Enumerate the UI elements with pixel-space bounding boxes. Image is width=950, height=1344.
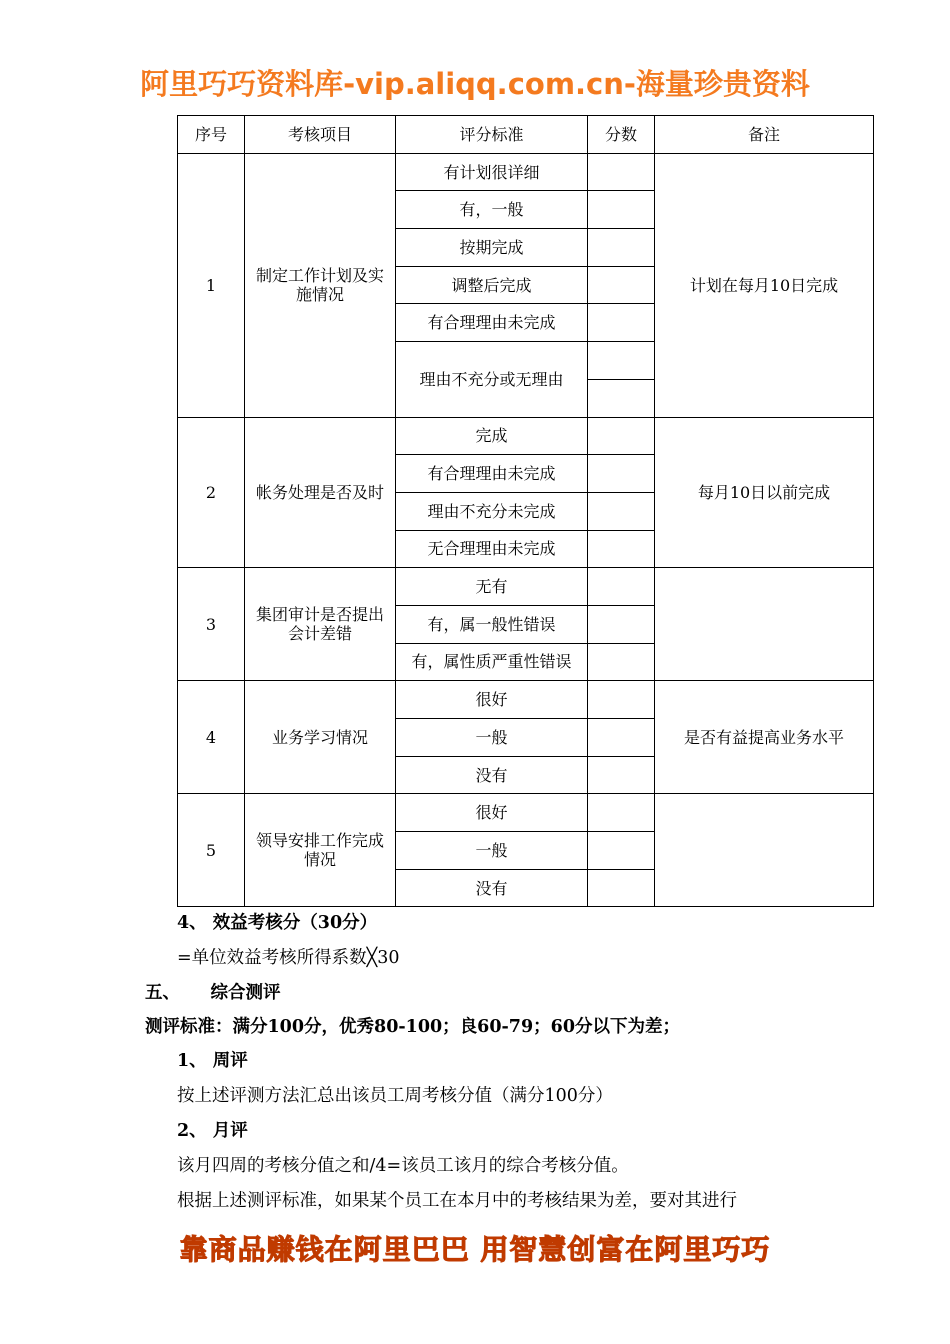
score-cell[interactable] [588,417,655,455]
criteria-cell: 有计划很详细 [396,153,588,191]
row-number: 2 [178,417,245,568]
criteria-cell: 有，属一般性错误 [396,605,588,643]
assessment-item: 制定工作计划及实施情况 [245,153,396,417]
closing-text: 根据上述测评标准，如果某个员工在本月中的考核结果为差，要对其进行 [177,1191,737,1211]
score-cell[interactable] [588,832,655,870]
table-row [178,681,874,719]
criteria-cell: 按期完成 [396,229,588,267]
score-cell[interactable] [588,342,655,380]
evaluation-standard: 测评标准：满分100分，优秀80-100；良60-79；60分以下为差； [145,1017,680,1037]
note-cell: 每月10日以前完成 [655,417,874,568]
score-cell[interactable] [588,530,655,568]
assessment-item: 领导安排工作完成情况 [245,794,396,907]
header-score: 分数 [588,116,655,154]
note-cell [655,568,874,681]
score-cell[interactable] [588,492,655,530]
score-cell[interactable] [588,304,655,342]
weekly-heading: 1、 周评 [177,1051,248,1071]
criteria-cell: 没有 [396,869,588,907]
assessment-table [177,115,874,907]
criteria-cell: 无合理理由未完成 [396,530,588,568]
table-row [178,568,874,606]
criteria-cell: 理由不充分未完成 [396,492,588,530]
row-number: 4 [178,681,245,794]
header-note: 备注 [655,116,874,154]
note-cell: 计划在每月10日完成 [655,153,874,417]
criteria-cell: 完成 [396,417,588,455]
row-number: 5 [178,794,245,907]
assessment-item: 业务学习情况 [245,681,396,794]
score-cell[interactable] [588,681,655,719]
score-cell[interactable] [588,191,655,229]
table-row [178,794,874,832]
criteria-cell: 没有 [396,756,588,794]
assessment-item: 集团审计是否提出会计差错 [245,568,396,681]
table-row [178,417,874,455]
criteria-cell: 很好 [396,794,588,832]
benefit-formula: =单位效益考核所得系数╳30 [177,948,400,968]
header-banner: 阿里巧巧资料库-vip.aliqq.com.cn-海量珍贵资料 [140,67,810,101]
score-cell[interactable] [588,756,655,794]
criteria-cell: 无有 [396,568,588,606]
monthly-heading: 2、 月评 [177,1121,248,1141]
assessment-item: 帐务处理是否及时 [245,417,396,568]
score-cell[interactable] [588,643,655,681]
table-row [178,153,874,191]
score-cell[interactable] [588,794,655,832]
score-cell[interactable] [588,153,655,191]
footer-banner: 靠商品赚钱在阿里巴巴 用智慧创富在阿里巧巧 [179,1233,771,1266]
row-number: 3 [178,568,245,681]
criteria-cell: 有，属性质严重性错误 [396,643,588,681]
section-heading-benefit: 4、 效益考核分（30分） [177,913,378,933]
criteria-cell: 很好 [396,681,588,719]
section-heading-evaluation: 五、 综合测评 [145,983,281,1003]
score-cell[interactable] [588,869,655,907]
table-header-row [178,116,874,154]
monthly-text: 该月四周的考核分值之和/4=该员工该月的综合考核分值。 [177,1156,629,1176]
criteria-cell: 理由不充分或无理由 [396,342,588,417]
score-cell[interactable] [588,605,655,643]
score-cell[interactable] [588,719,655,757]
header-no: 序号 [178,116,245,154]
criteria-cell: 有合理理由未完成 [396,304,588,342]
note-cell: 是否有益提高业务水平 [655,681,874,794]
header-item: 考核项目 [245,116,396,154]
weekly-text: 按上述评测方法汇总出该员工周考核分值（满分100分） [177,1086,613,1106]
note-cell [655,794,874,907]
score-cell[interactable] [588,229,655,267]
score-cell[interactable] [588,455,655,493]
criteria-cell: 一般 [396,719,588,757]
score-cell[interactable] [588,266,655,304]
criteria-cell: 有合理理由未完成 [396,455,588,493]
score-cell[interactable] [588,568,655,606]
criteria-cell: 有，一般 [396,191,588,229]
row-number: 1 [178,153,245,417]
criteria-cell: 一般 [396,832,588,870]
criteria-cell: 调整后完成 [396,266,588,304]
score-cell[interactable] [588,379,655,417]
header-criteria: 评分标准 [396,116,588,154]
